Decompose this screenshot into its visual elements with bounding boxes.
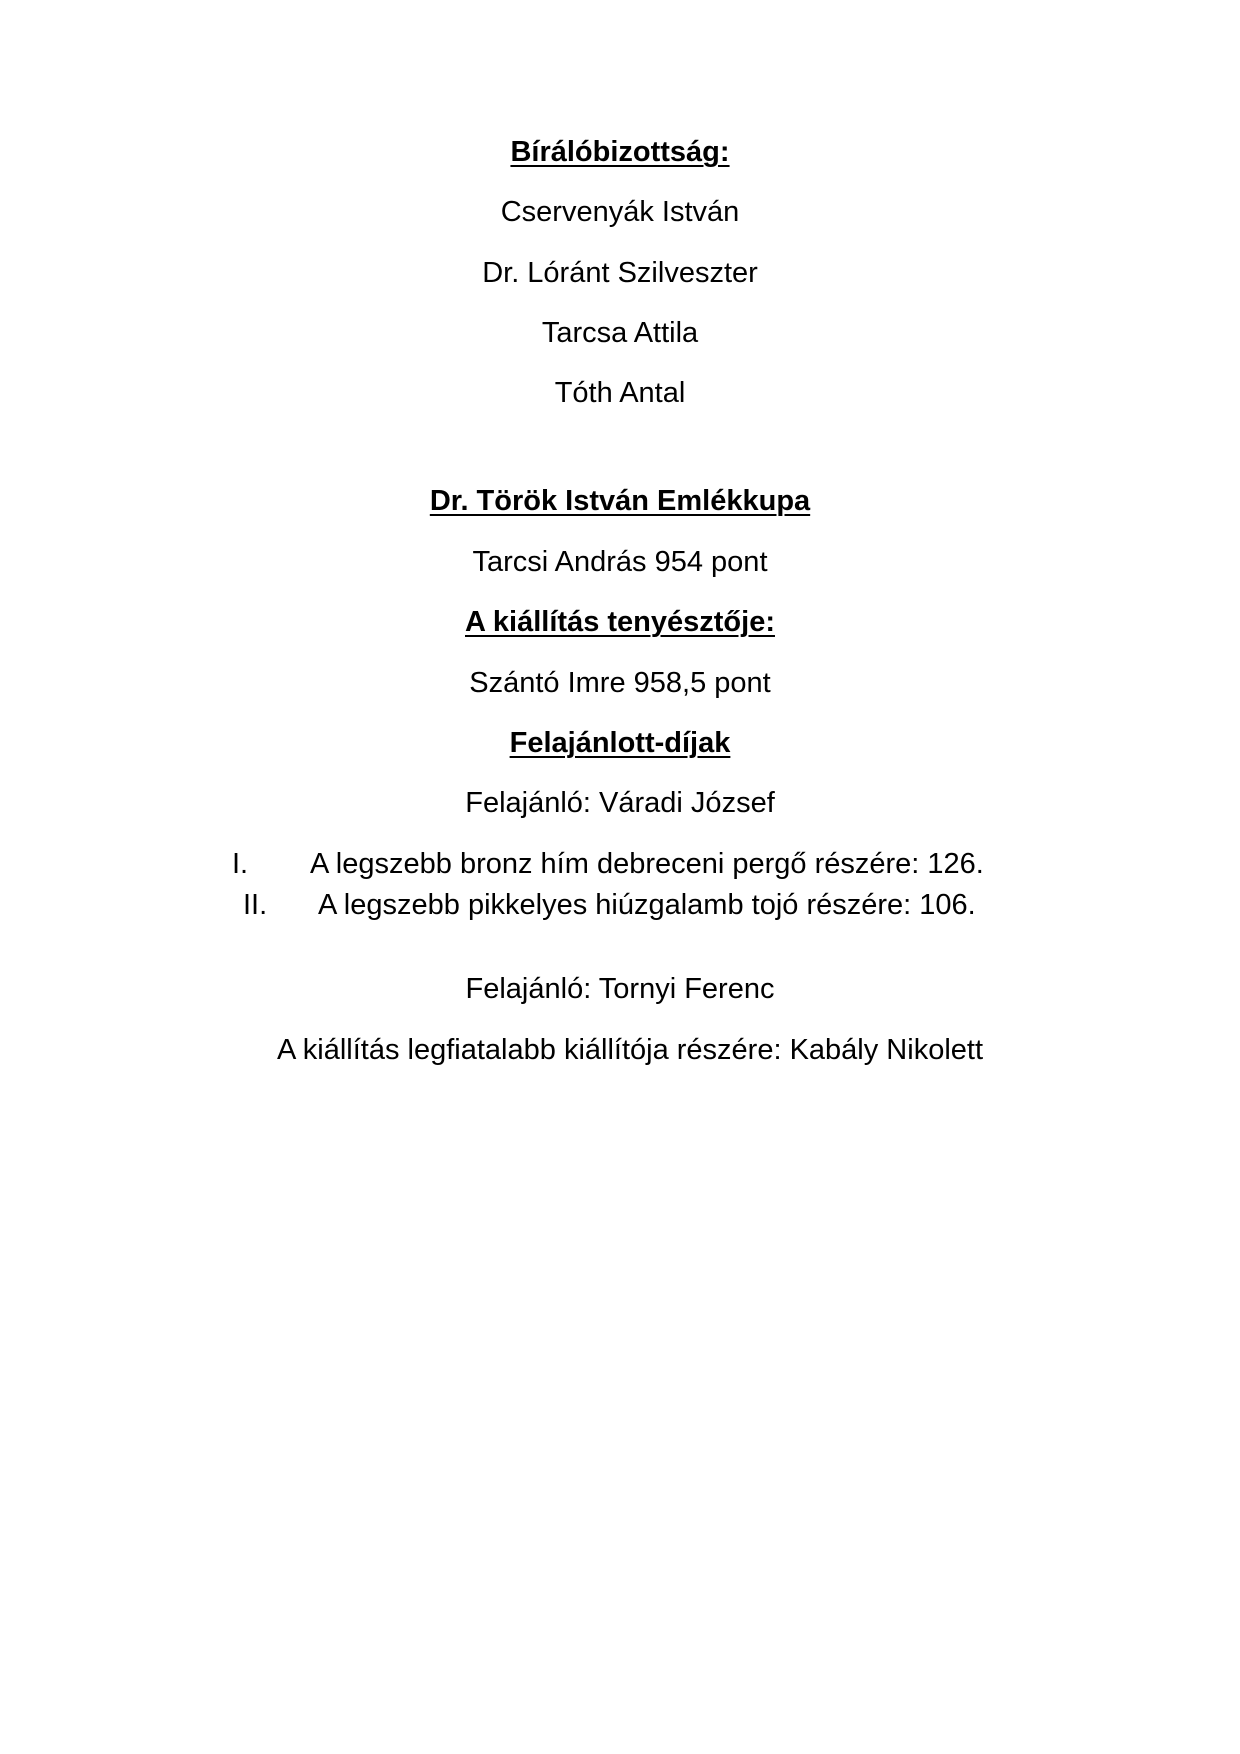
- memorial-cup-winner: Tarcsi András 954 pont: [472, 546, 768, 578]
- breeder-heading: A kiállítás tenyésztője:: [465, 606, 775, 638]
- list-number: I.: [232, 848, 249, 880]
- prize-list-item: [0, 846, 1240, 882]
- list-text: A legszebb bronz hím debreceni pergő részére: 126.: [310, 848, 984, 880]
- offered-prizes-heading: Felajánlott-díjak: [509, 727, 731, 759]
- committee-heading: Bírálóbizottság:: [510, 136, 730, 168]
- committee-member: Tarcsa Attila: [541, 317, 699, 349]
- prize-list-item: [0, 887, 1240, 923]
- youngest-exhibitor-prize: A kiállítás legfiatalabb kiállítója részére: Kabály Nikolett: [276, 1034, 984, 1066]
- memorial-cup-heading: Dr. Török István Emlékkupa: [429, 485, 811, 517]
- committee-member: Cservenyák István: [500, 196, 740, 228]
- list-number: II.: [243, 889, 268, 921]
- committee-member: Dr. Lóránt Szilveszter: [482, 257, 758, 289]
- breeder-winner: Szántó Imre 958,5 pont: [469, 667, 771, 699]
- list-text: A legszebb pikkelyes hiúzgalamb tojó részére: 106.: [318, 889, 976, 921]
- offerer-line: Felajánló: Váradi József: [465, 787, 775, 819]
- offerer-line: Felajánló: Tornyi Ferenc: [465, 973, 775, 1005]
- committee-member: Tóth Antal: [554, 377, 686, 409]
